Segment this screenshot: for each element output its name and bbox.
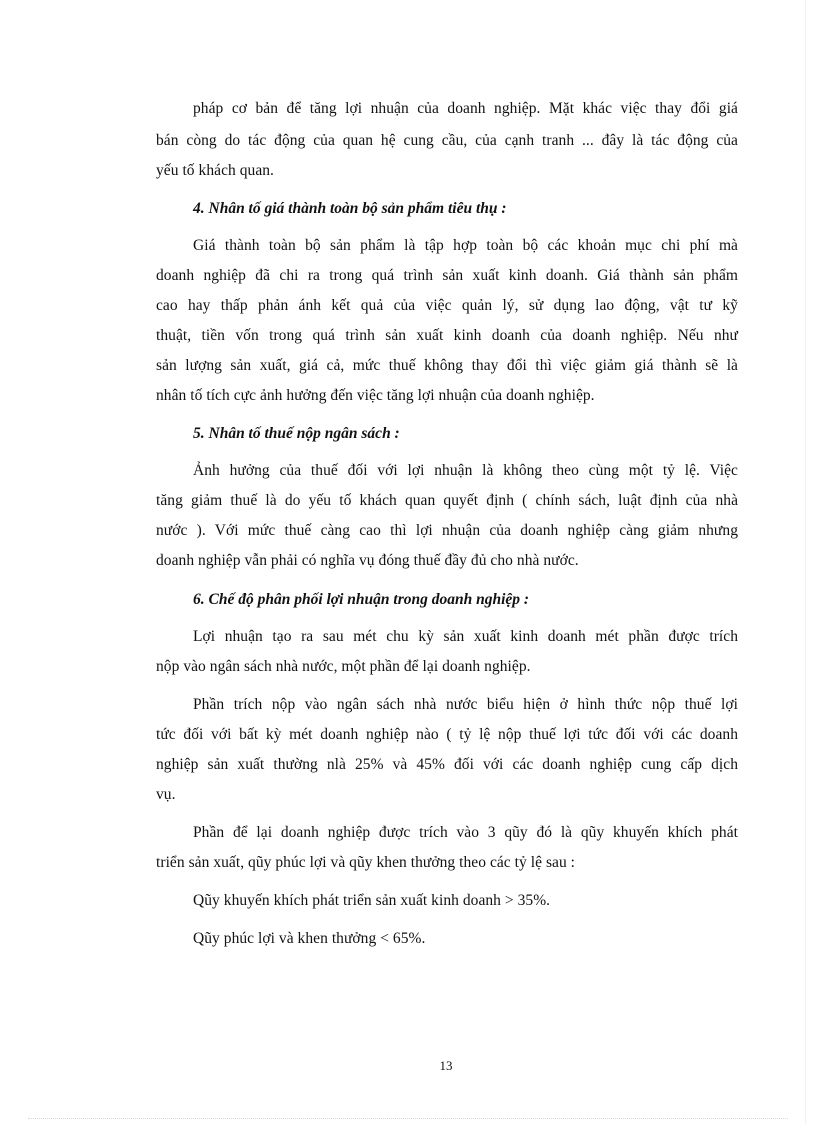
page-number: 13	[439, 1058, 453, 1073]
paragraph-line: Qũy khuyến khích phát triển sản xuất kinh doanh > 35%.	[193, 892, 551, 909]
paragraph-line: Lợi nhuận tạo ra sau mét chu kỳ sản xuất kinh doanh mét phần được trích	[193, 628, 738, 645]
paragraph-line: triển sản xuất, qũy phúc lợi và qũy khen thưởng theo các tỷ lệ sau :	[156, 854, 576, 871]
paragraph-line: Phần để lại doanh nghiệp được trích vào 3 qũy đó là qũy khuyến khích phát	[193, 824, 738, 841]
paragraph-line: nước ). Với mức thuế càng cao thì lợi nhuận của doanh nghiệp càng giảm nhưng	[156, 522, 738, 539]
paragraph-line: Ảnh hưởng của thuế đối với lợi nhuận là không theo cùng một tỷ lệ. Việc	[193, 462, 738, 479]
paragraph-line: Giá thành toàn bộ sản phẩm là tập hợp toàn bộ các khoản mục chi phí mà	[193, 237, 738, 254]
paragraph-line: tăng giảm thuế là do yếu tố khách quan quyết định ( chính sách, luật định của nhà	[156, 492, 738, 509]
paragraph-line: bán còng do tác động của quan hệ cung cầu, của cạnh tranh ... đây là tác động của	[156, 132, 738, 149]
page-right-border	[805, 0, 806, 1123]
section-heading: 6. Chế độ phân phối lợi nhuận trong doanh nghiệp :	[193, 591, 530, 608]
paragraph-line: vụ.	[156, 786, 176, 803]
paragraph-line: nhân tố tích cực ảnh hưởng đến việc tăng lợi nhuận của doanh nghiệp.	[156, 387, 595, 404]
paragraph-line: Qũy phúc lợi và khen thưởng < 65%.	[193, 930, 426, 947]
paragraph-line: nghiệp sản xuất thường nlà 25% và 45% đối với các doanh nghiệp cung cấp dịch	[156, 756, 738, 773]
paragraph-line: doanh nghiệp đã chi ra trong quá trình sản xuất kinh doanh. Giá thành sản phẩm	[156, 267, 738, 284]
section-heading: 4. Nhân tố giá thành toàn bộ sản phẩm tiêu thụ :	[193, 200, 507, 217]
page-bottom-border	[28, 1118, 788, 1119]
paragraph-line: yếu tố khách quan.	[156, 162, 274, 179]
paragraph-line: sản lượng sản xuất, giá cả, mức thuế không thay đổi thì việc giảm giá thành sẽ là	[156, 357, 738, 374]
section-heading: 5. Nhân tố thuế nộp ngân sách :	[193, 425, 400, 442]
paragraph-line: thuật, tiền vốn trong quá trình sản xuất kinh doanh của doanh nghiệp. Nếu như	[156, 327, 738, 344]
paragraph-line: pháp cơ bản để tăng lợi nhuận của doanh nghiệp. Mặt khác việc thay đổi giá	[193, 100, 738, 117]
paragraph-line: tức đối với bất kỳ mét doanh nghiệp nào ( tỷ lệ nộp thuế lợi tức đối với các doanh	[156, 726, 738, 743]
paragraph-line: cao hay thấp phản ánh kết quả của việc quản lý, sử dụng lao động, vật tư kỹ	[156, 297, 738, 314]
paragraph-line: nộp vào ngân sách nhà nước, một phần để lại doanh nghiệp.	[156, 658, 531, 675]
paragraph-line: Phần trích nộp vào ngân sách nhà nước biểu hiện ở hình thức nộp thuế lợi	[193, 696, 738, 713]
paragraph-line: doanh nghiệp vẫn phải có nghĩa vụ đóng thuế đầy đủ cho nhà nước.	[156, 552, 579, 569]
